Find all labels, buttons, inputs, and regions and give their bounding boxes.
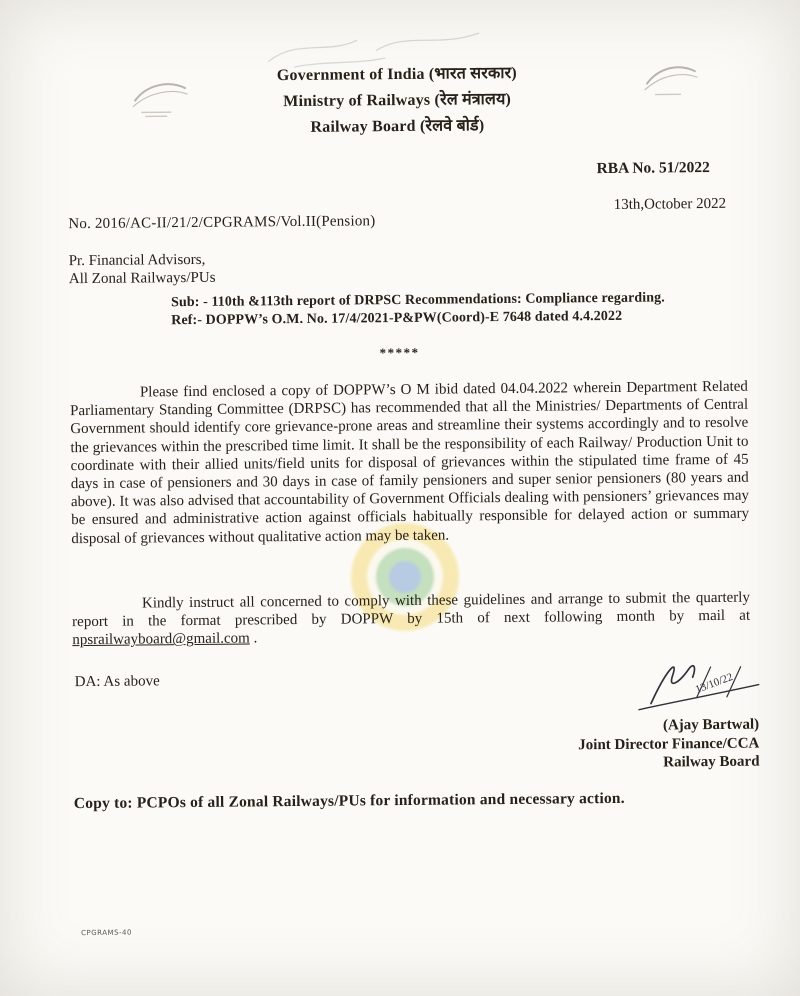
letterhead-line-ministry: Ministry of Railways (रेल मंत्रालय)	[283, 90, 512, 111]
addressee-line-1: Pr. Financial Advisors,	[68, 251, 206, 270]
body-paragraph-2-text: Kindly instruct all concerned to comply with these guidelines and arrange to submit the quarterly report in the format prescribed by DOPPW by 15th of next following month by mail at	[72, 589, 751, 631]
separator-stars: *****	[379, 344, 420, 361]
subject-line: Sub: - 110th &113th report of DRPSC Recommendations: Compliance regarding.	[170, 290, 665, 311]
signatory-office: Railway Board	[663, 753, 760, 771]
letterhead-line-board: Railway Board (रेलवे बोर्ड)	[310, 117, 485, 136]
rba-number: RBA No. 51/2022	[596, 159, 710, 178]
addressee-block	[69, 251, 216, 288]
body-paragraph-2-tail: .	[249, 630, 258, 647]
signatory-name: (Ajay Bartwal)	[662, 716, 760, 734]
copy-to-line: Copy to: PCPOs of all Zonal Railways/PUs for information and necessary action.	[73, 789, 625, 813]
signature-handwritten-date: 13/10/22	[693, 671, 735, 696]
signatory-block	[578, 716, 760, 773]
body-paragraph-2	[72, 589, 750, 650]
enclosure-line: DA: As above	[74, 673, 160, 691]
addressee-line-2: All Zonal Railways/PUs	[68, 269, 216, 288]
file-number: No. 2016/AC-II/21/2/CPGRAMS/Vol.II(Pension)	[68, 213, 376, 233]
letterhead	[0, 58, 798, 144]
body-paragraph-1: Please find enclosed a copy of DOPPW’s O M ibid dated 04.04.2022 wherein Department Related Parliamentary Standing Committee (DRPSC) has recommended that all the Ministries/ Departments of Central Government should identify core grievance-prone areas and streamline their systems accordingly and to resolve the grievances within the prescribed time limit. It shall be the responsibility of each Railway/ Production Unit to coordinate with their allied units/field units for disposal of grievances within the stipulated time frame of 45 days in case of pensioners and 30 days in case of family pensioners and super senior pensioners (80 years and above). It was also advised that accountability of Government Officials dealing with pensioners’ grievances may be ensured and administrative action against officials habitually responsible for delayed action or summary disposal of grievances without qualitative action may be taken.	[70, 378, 750, 547]
signatory-designation: Joint Director Finance/CCA	[578, 735, 760, 753]
form-code: CPGRAMS-40	[81, 928, 132, 938]
email-address: npsrailwayboard@gmail.com	[72, 630, 250, 649]
letter-date: 13th,October 2022	[613, 195, 727, 213]
reference-line: Ref:- DOPPW’s O.M. No. 17/4/2021-P&PW(Coord)-E 7648 dated 4.4.2022	[171, 308, 623, 329]
signature-scribble	[630, 653, 765, 718]
letterhead-line-government: Government of India (भारत सरकार)	[276, 64, 517, 85]
